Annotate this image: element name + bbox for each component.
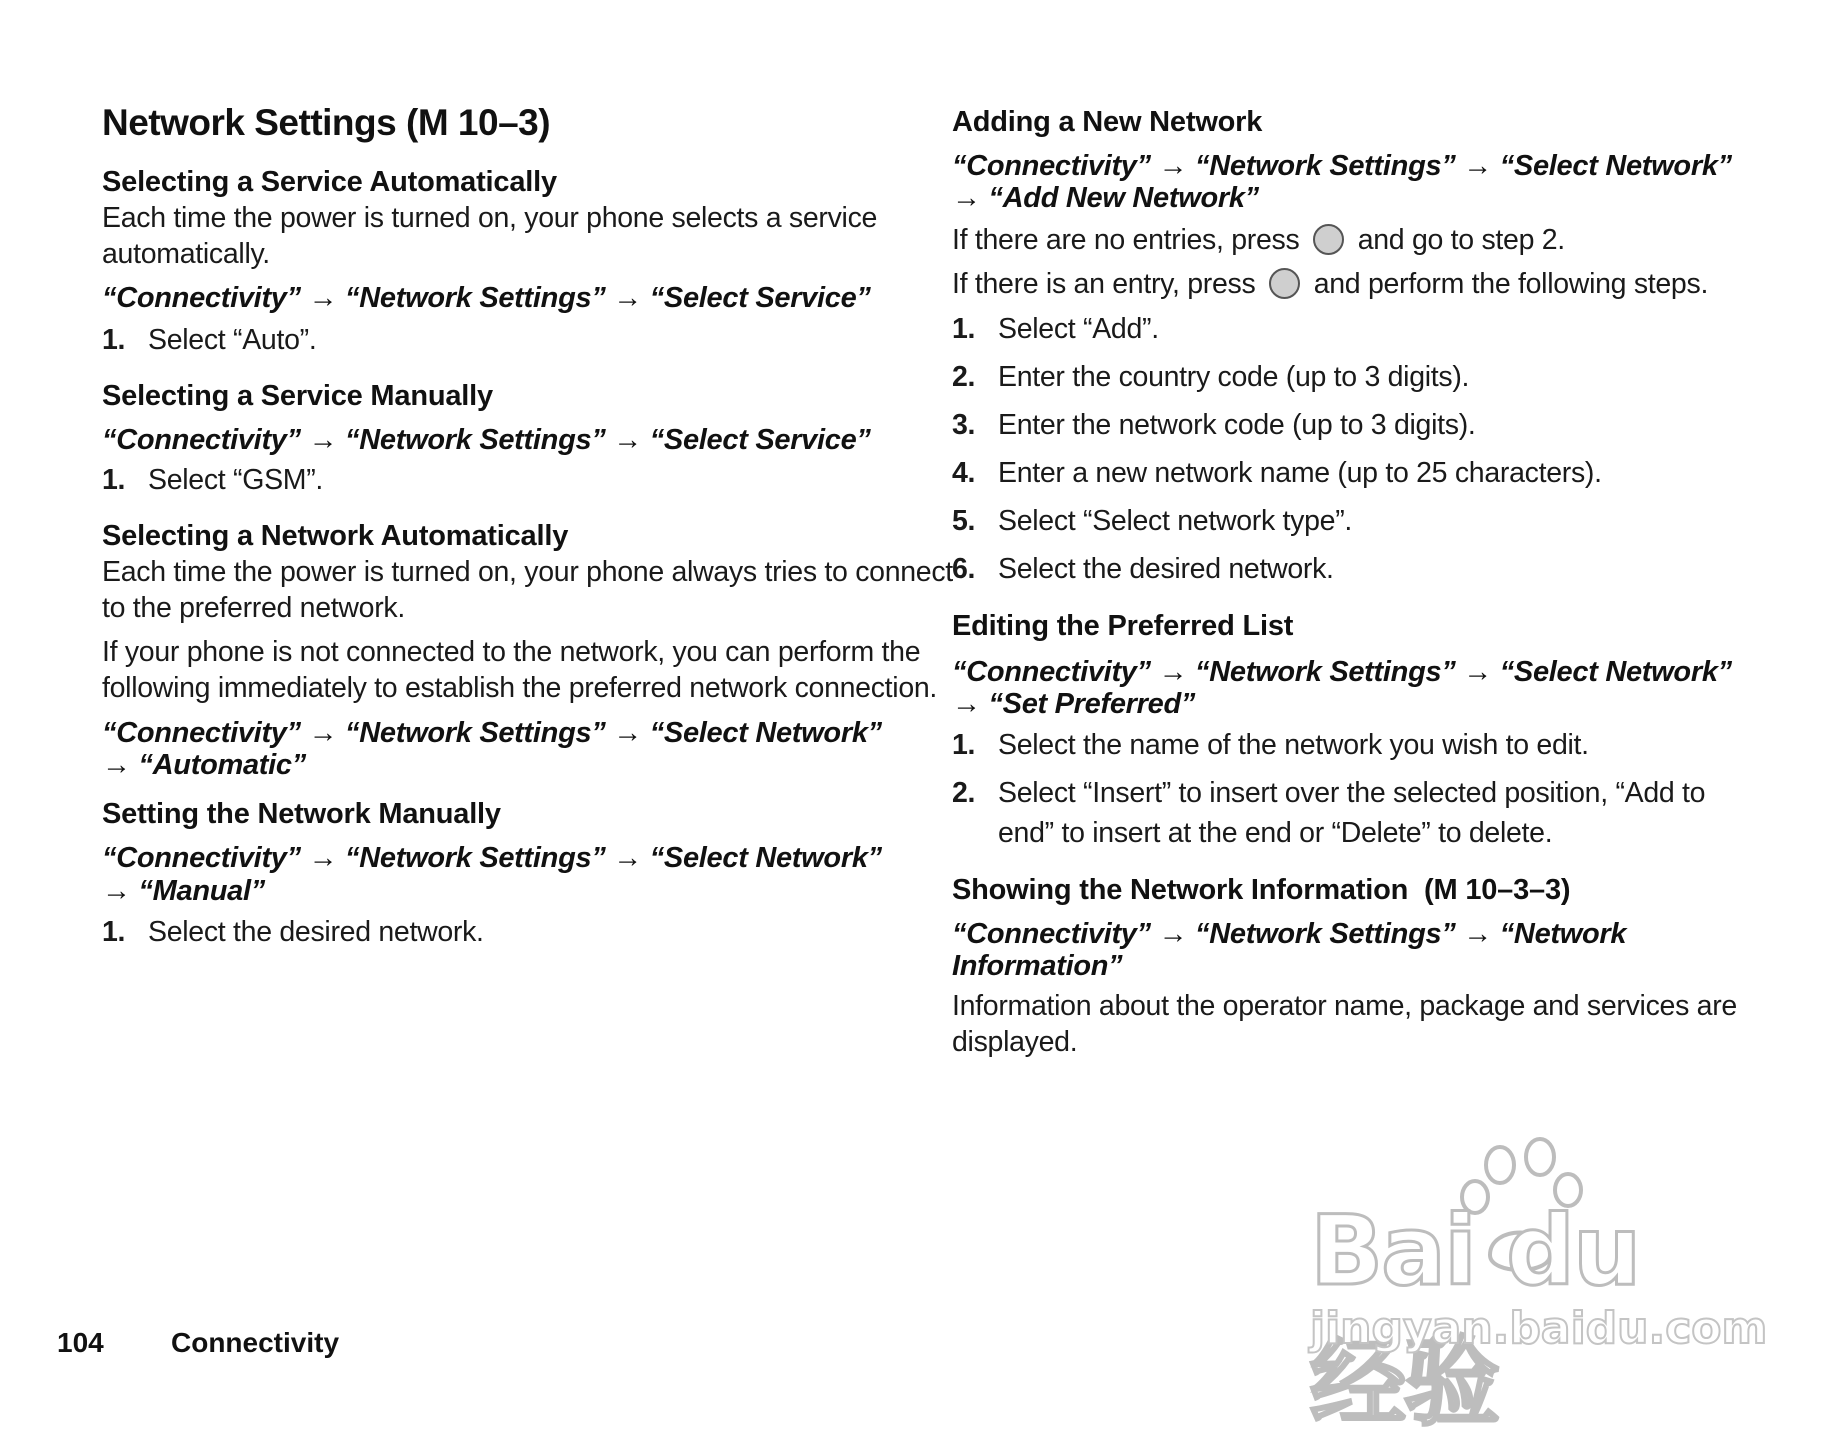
menu-path: “Connectivity” → “Network Settings” → “Select Network” (952, 150, 1732, 182)
paragraph-line: Each time the power is turned on, your phone always tries to connect (102, 556, 953, 588)
text-fragment: If there is an entry, press (952, 268, 1256, 300)
step-number: 1. (102, 324, 126, 356)
step-number: 2. (952, 777, 976, 809)
text-fragment: If there are no entries, press (952, 224, 1300, 256)
step-text: end” to insert at the end or “Delete” to delete. (998, 817, 1553, 849)
section-heading-network-manual: Setting the Network Manually (102, 798, 501, 830)
step-number: 1. (102, 464, 126, 496)
paragraph-line: Information about the operator name, package and services are (952, 990, 1737, 1022)
step-text: Enter a new network name (up to 25 characters). (998, 457, 1602, 489)
paragraph-line (952, 266, 1708, 302)
paragraph-line: Each time the power is turned on, your phone selects a service (102, 202, 878, 234)
menu-path: “Connectivity” → “Network Settings” → “Select Service” (102, 424, 871, 456)
step-text: Select “Insert” to insert over the selected position, “Add to (998, 777, 1706, 809)
menu-path: → “Add New Network” (952, 182, 1259, 214)
center-key-icon (1269, 268, 1300, 299)
paragraph-line (952, 222, 1565, 258)
step-number: 2. (952, 361, 976, 393)
text-fragment: and perform the following steps. (1313, 268, 1709, 300)
step-text: Select “Select network type”. (998, 505, 1353, 537)
page-title: Network Settings (M 10–3) (102, 102, 551, 143)
text-fragment: and go to step 2. (1357, 224, 1565, 256)
watermark-brand: Bai du 经验 (1310, 1195, 1640, 1439)
paragraph-line: displayed. (952, 1026, 1078, 1058)
menu-path: “Connectivity” → “Network Settings” → “Select Network” (102, 842, 882, 874)
section-heading-add-network: Adding a New Network (952, 106, 1263, 138)
step-text: Select “GSM”. (148, 464, 324, 496)
step-number: 3. (952, 409, 976, 441)
menu-path: “Connectivity” → “Network Settings” → “Select Network” (102, 717, 882, 749)
section-heading-preferred-list: Editing the Preferred List (952, 610, 1294, 642)
step-number: 1. (102, 916, 126, 948)
step-text: Select “Add”. (998, 313, 1159, 345)
step-text: Select the desired network. (148, 916, 484, 948)
watermark-url: jingyan.baidu.com (1310, 1303, 1768, 1354)
center-key-icon (1313, 224, 1344, 255)
menu-path: Information” (952, 950, 1123, 982)
step-number: 1. (952, 729, 976, 761)
step-number: 1. (952, 313, 976, 345)
step-text: Enter the network code (up to 3 digits). (998, 409, 1476, 441)
paragraph-line: automatically. (102, 238, 270, 270)
heading-text: Showing the Network Information (952, 874, 1409, 906)
page-number: 104 (57, 1327, 104, 1358)
footer-section-title: Connectivity (171, 1327, 340, 1358)
step-number: 5. (952, 505, 976, 537)
step-text: Select the name of the network you wish to edit. (998, 729, 1589, 761)
menu-path: “Connectivity” → “Network Settings” → “Select Service” (102, 282, 871, 314)
step-text: Select “Auto”. (148, 324, 317, 356)
step-number: 6. (952, 553, 976, 585)
menu-path: → “Manual” (102, 875, 265, 907)
menu-code: (M 10–3–3) (1424, 874, 1571, 906)
section-heading-service-manual: Selecting a Service Manually (102, 380, 493, 412)
menu-path: → “Automatic” (102, 749, 306, 781)
section-heading-network-info (952, 874, 1570, 907)
section-heading-network-auto: Selecting a Network Automatically (102, 520, 569, 552)
step-number: 4. (952, 457, 976, 489)
paragraph-line: following immediately to establish the preferred network connection. (102, 672, 938, 704)
menu-path: → “Set Preferred” (952, 688, 1196, 720)
menu-path: “Connectivity” → “Network Settings” → “Network (952, 918, 1627, 950)
baidu-watermark (1300, 1135, 1768, 1439)
step-text: Select the desired network. (998, 553, 1334, 585)
step-text: Enter the country code (up to 3 digits). (998, 361, 1470, 393)
menu-path: “Connectivity” → “Network Settings” → “Select Network” (952, 656, 1732, 688)
paragraph-line: to the preferred network. (102, 592, 405, 624)
paragraph-line: If your phone is not connected to the network, you can perform the (102, 636, 921, 668)
section-heading-service-auto: Selecting a Service Automatically (102, 166, 557, 198)
